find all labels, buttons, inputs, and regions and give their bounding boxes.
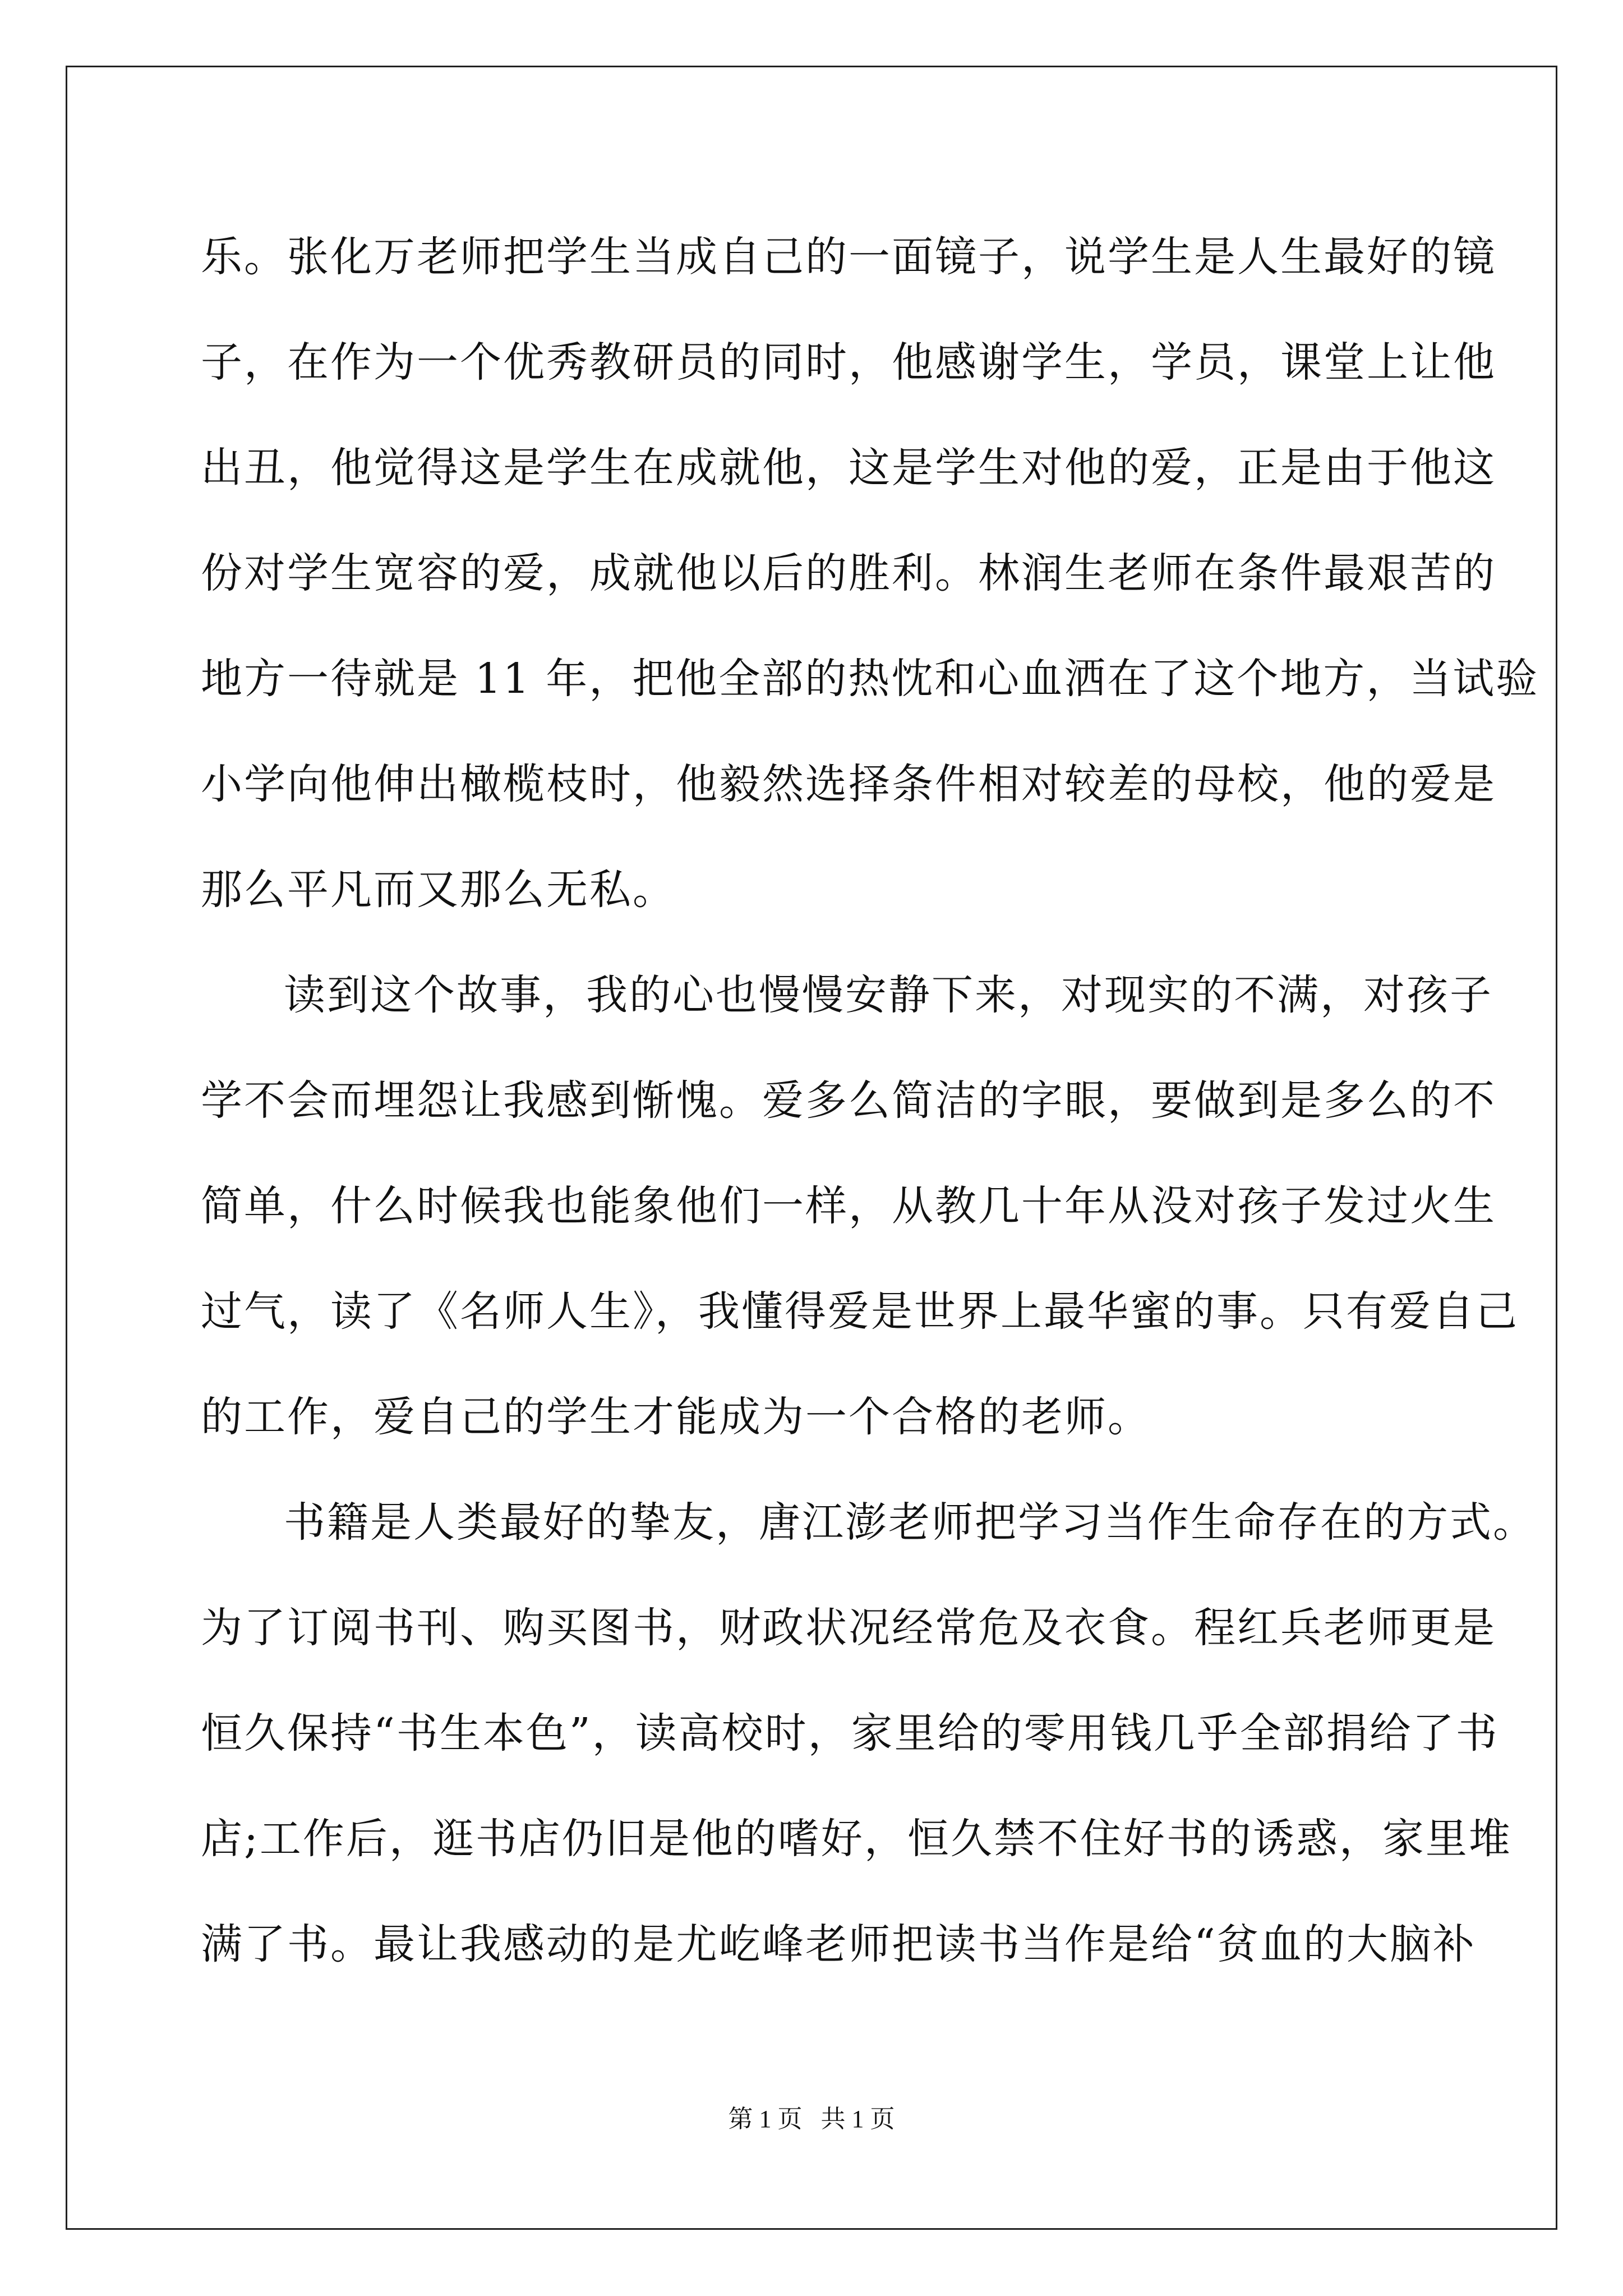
document-body (201, 222, 1539, 2014)
text-line: 份对学生宽容的爱，成就他以后的胜利。林润生老师在条件最艰苦的 (201, 549, 1496, 597)
text-line: 恒久保持“书生本色”，读高校时，家里给的零用钱几乎全部捐给了书 (201, 1709, 1499, 1757)
text-line: 为了订阅书刊、购买图书，财政状况经常危及衣食。程红兵老师更是 (201, 1604, 1496, 1652)
text-line: 乐。张化万老师把学生当成自己的一面镜子，说学生是人生最好的镜 (201, 233, 1496, 281)
paragraph-first-line: 书籍是人类最好的挚友，唐江澎老师把学习当作生命存在的方式。 (284, 1498, 1536, 1547)
text-line: 小学向他伸出橄榄枝时，他毅然选择条件相对较差的母校，他的爱是 (201, 760, 1496, 808)
text-line: 子，在作为一个优秀教研员的同时，他感谢学生，学员，课堂上让他 (201, 338, 1496, 386)
text-line: 学不会而埋怨让我感到惭愧。爱多么简洁的字眼，要做到是多么的不 (201, 1076, 1496, 1125)
text-line: 那么平凡而又那么无私。 (201, 866, 676, 914)
text-line: 店;工作后，逛书店仍旧是他的嗜好，恒久禁不住好书的诱惑，家里堆 (201, 1815, 1512, 1863)
page-footer: 第 1 页 共 1 页 (728, 2105, 895, 2133)
text-line: 的工作，爱自己的学生才能成为一个合格的老师。 (201, 1393, 1151, 1441)
text-line: 地方一待就是 11 年，把他全部的热忱和心血洒在了这个地方，当试验 (201, 655, 1539, 703)
text-line: 过气，读了《名师人生》，我懂得爱是世界上最华蜜的事。只有爱自己 (201, 1287, 1519, 1336)
text-line: 简单，什么时候我也能象他们一样，从教几十年从没对孩子发过火生 (201, 1182, 1496, 1230)
paragraph-first-line: 读到这个故事，我的心也慢慢安静下来，对现实的不满，对孩子 (284, 971, 1493, 1019)
text-line: 满了书。最让我感动的是尤屹峰老师把读书当作是给“贫血的大脑补 (201, 1920, 1476, 1968)
text-line: 出丑，他觉得这是学生在成就他，这是学生对他的爱，正是由于他这 (201, 444, 1496, 492)
